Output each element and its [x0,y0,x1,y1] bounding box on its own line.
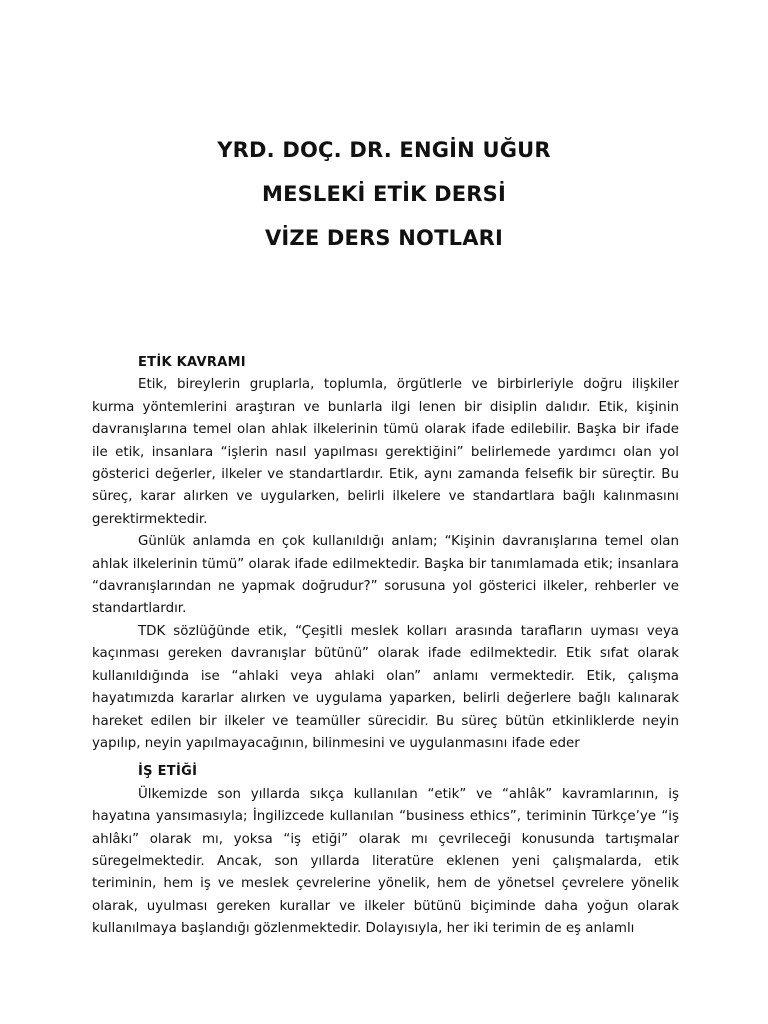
paragraph: TDK sözlüğünde etik, “Çeşitli meslek kolları arasında tarafların uyması veya kaçınması gereken davranışlar bütünü” olarak ifade edilmektedir. Etik sıfat olarak kullanıldığında ise “ahlaki veya ahlaki olan” anlamı vermektedir. Etik, çalışma hayatımızda kararlar alırken ve uygulama yaparken, belirli değerlere bağlı kalınarak hareket edilen bir ilkeler ve teamüller sürecidir. Bu süreç bütün etkinliklerde neyin yapılıp, neyin yapılmayacağının, bilinmesini ve uygulanmasını ifade eder [92,623,679,751]
paragraph: Günlük anlamda en çok kullanıldığı anlam; “Kişinin davranışlarına temel olan ahlak ilkelerinin tümü” olarak ifade edilmektedir. Başka bir tanımlamada etik; insanlara “davranışlarından ne yapmak doğrudur?” sorusuna yol gösterici ilkeler, rehberler ve standartlardır. [92,534,679,617]
author-title: YRD. DOÇ. DR. ENGİN UĞUR [217,138,551,162]
paragraph: Etik, bireylerin gruplarla, toplumla, örgütlerle ve birbirleriyle doğru ilişkiler kurma yöntemlerini araştıran ve bunlarla ilgi lenen bir disiplin dalıdır. Etik, kişinin davranışlarına temel olan ahlak ilkelerinin tümü olarak ifade edilebilir. Başka bir ifade ile etik, insanlara “işlerin nasıl yapılması gerektiğini” belirlemede yardımcı olan yol gösterici değerler, ilkeler ve standartlardır. Etik, aynı zamanda felsefik bir süreçtir. Bu süreç, karar alırken ve uygularken, belirli ilkelere ve standartlara bağlı kalınmasını gerektirmektedir. [92,377,679,527]
section-heading-etik-kavrami: ETİK KAVRAMI [138,355,246,370]
document-body [92,352,679,941]
title-block [0,128,768,260]
document-subtitle: VİZE DERS NOTLARI [264,226,504,250]
section-heading-is-etigi: İŞ ETİĞİ [138,764,198,780]
course-title: MESLEKİ ETİK DERSİ [261,182,507,206]
paragraph: Ülkemizde son yıllarda sıkça kullanılan “etik” ve “ahlâk” kavramlarının, iş hayatına yansımasıyla; İngilizcede kullanılan “business ethics”, teriminin Türkçe’ye “iş ahlâkı” olarak mı, yoksa “iş etiği” olarak mı çevrileceği konusunda tartışmalar süregelmektedir. Ancak, son yıllarda literatüre eklenen yeni çalışmalarda, etik teriminin, hem iş ve meslek çevrelerine yönelik, hem de yönetsel çevrelere yönelik olarak, uyulması gereken kurallar ve ilkeler bütünü biçiminde daha yoğun olarak kullanılmaya başlandığı gözlenmektedir. Dolayısıyla, her iki terimin de eş anlamlı [92,786,679,937]
